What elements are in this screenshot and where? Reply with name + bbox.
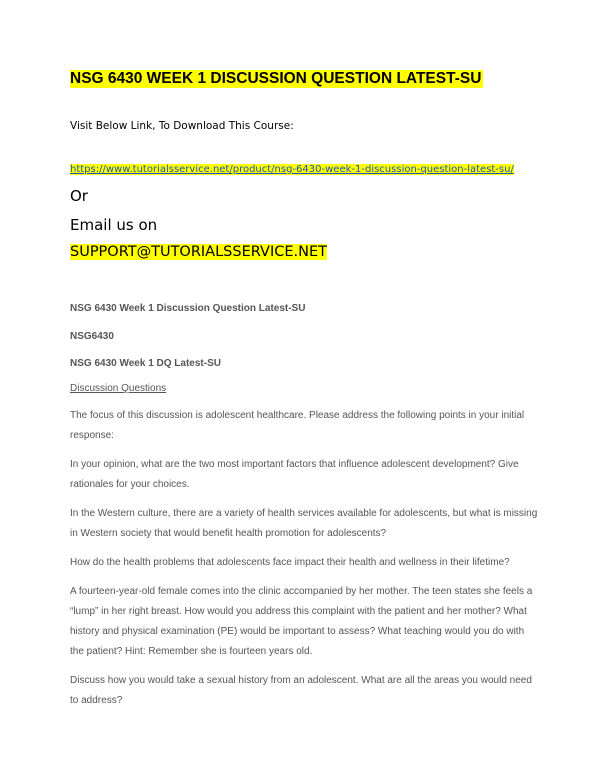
visit-instruction: Visit Below Link, To Download This Course: [70,120,294,132]
support-email-text: SUPPORT@TUTORIALSSERVICE.NET [70,244,327,260]
paragraph-intro: The focus of this discussion is adolescent healthcare. Please address the following points in your initial response: [70,410,525,441]
content-heading-2: NSG6430 [70,331,114,342]
paragraph-question-4: A fourteen-year-old female comes into the clinic accompanied by her mother. The teen states she feels a “lump” in her right breast. How would you address this complaint with the patient and her mother? What history and physical examination (PE) would be important to assess? What teaching would you do with the patient? Hint: Remember she is fourteen years old. [70,586,533,657]
course-download-link-text[interactable]: https://www.tutorialsservice.net/product/nsg-6430-week-1-discussion-question-latest-su/ [70,164,514,175]
document-title-text: NSG 6430 WEEK 1 DISCUSSION QUESTION LATEST-SU [70,70,482,87]
paragraph-question-2: In the Western culture, there are a variety of health services available for adolescents, but what is missing in Western society that would benefit health promotion for adolescents? [70,508,538,539]
support-email [70,244,327,260]
or-text: Or [70,187,88,205]
discussion-questions-subheading: Discussion Questions [70,383,167,394]
document-title [70,70,483,88]
paragraph-question-3: How do the health problems that adolescents face impact their health and wellness in their lifetime? [70,557,510,568]
course-content [70,302,540,720]
paragraph-question-5: Discuss how you would take a sexual history from an adolescent. What are all the areas you would need to address? [70,675,532,706]
paragraph-question-1: In your opinion, what are the two most important factors that influence adolescent development? Give rationales for your choices. [70,459,519,490]
course-download-link[interactable] [70,164,514,175]
content-heading-3: NSG 6430 Week 1 DQ Latest-SU [70,358,221,369]
email-label: Email us on [70,216,158,234]
content-heading-1: NSG 6430 Week 1 Discussion Question Latest-SU [70,303,306,314]
